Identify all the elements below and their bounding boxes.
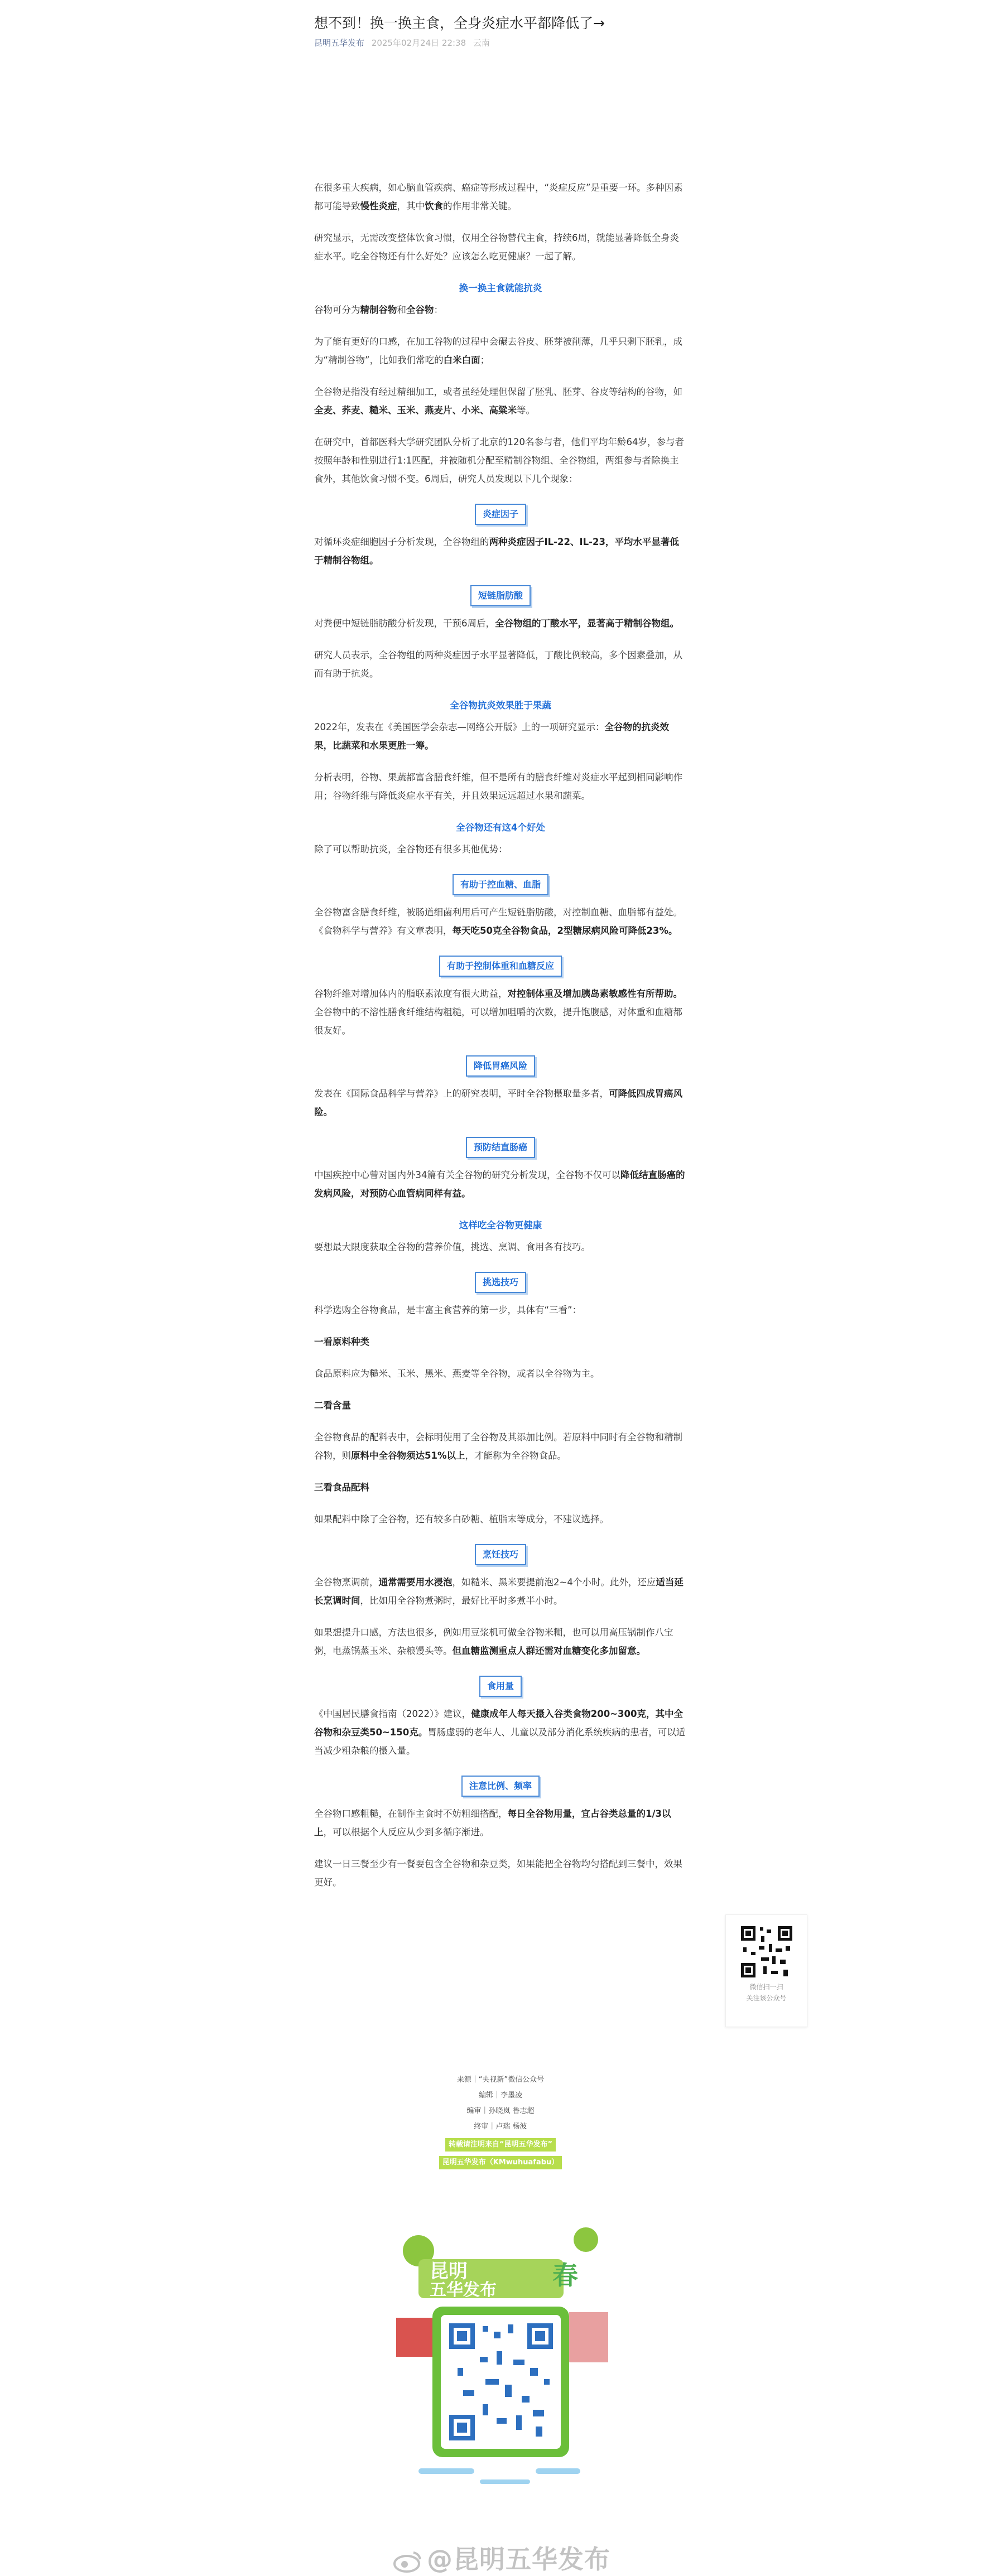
paragraph: 中国疾控中心曾对国内外34篇有关全谷物的研究分析发现，全谷物不仅可以降低结直肠癌的发病风险，对预防心血管病同样有益。 xyxy=(314,1170,685,1199)
qr-card-line2: 关注该公众号 xyxy=(746,1994,787,2002)
publish-location: 云南 xyxy=(473,38,490,48)
qr-poster xyxy=(385,2206,617,2499)
watermark-text: @昆明五华发布 xyxy=(427,2544,610,2574)
paragraph: 全谷物是指没有经过精细加工，或者虽经处理但保留了胚乳、胚芽、谷皮等结构的谷物，如全麦、荞麦、糙米、玉米、燕麦片、小米、高粱米等。 xyxy=(314,387,682,416)
paragraph: 谷物纤维对增加体内的脂联素浓度有很大助益，对控制体重及增加胰岛素敏感性有所帮助。全谷物中的不溶性膳食纤维结构粗糙，可以增加咀嚼的次数，提升饱腹感，对体重和血糖都很友好。 xyxy=(314,988,682,1036)
qr-card-line1: 微信扫一扫 xyxy=(749,1983,783,1991)
paragraph: 发表在《国际食品科学与营养》上的研究表明，平时全谷物摄取量多者，可降低四成胃癌风险。 xyxy=(314,1088,682,1117)
section-heading: 全谷物抗炎效果胜于果蔬 xyxy=(450,700,551,711)
section-heading: 这样吃全谷物更健康 xyxy=(459,1220,542,1231)
paragraph: 如果配料中除了全谷物，还有较多白砂糖、植脂末等成分，不建议选择。 xyxy=(314,1514,609,1525)
paragraph: 食品原料应为糙米、玉米、黑米、燕麦等全谷物，或者以全谷物为主。 xyxy=(314,1368,600,1379)
paragraph: 谷物可分为精制谷物和全谷物： xyxy=(314,305,443,315)
subsection-box: 降低胃癌风险 xyxy=(314,1055,687,1077)
subsection-box: 炎症因子 xyxy=(314,504,687,525)
paragraph: 全谷物食品的配料表中，会标明使用了全谷物及其添加比例。若原料中同时有全谷物和精制谷物，则原料中全谷物须达51%以上，才能称为全谷物食品。 xyxy=(314,1432,682,1461)
subsection-box: 有助于控制体重和血糖反应 xyxy=(314,956,687,977)
account-name-link[interactable]: 昆明五华发布 xyxy=(314,38,365,48)
paragraph: 研究人员表示，全谷物组的两种炎症因子水平显著降低，丁酸比例较高，多个因素叠加，从而有助于抗炎。 xyxy=(314,650,682,679)
reprint-banner: 转载请注明来自“昆明五华发布” xyxy=(445,2138,556,2152)
weibo-watermark xyxy=(393,2539,610,2576)
publish-datetime: 2025年02月24日 22:38 xyxy=(371,38,466,48)
subsection-box: 短链脂肪酸 xyxy=(314,585,687,606)
credit-final: 终审｜卢瑞 杨波 xyxy=(474,2122,527,2131)
paragraph: 2022年，发表在《美国医学会杂志—网络公开版》上的一项研究显示：全谷物的抗炎效果，比蔬菜和水果更胜一筹。 xyxy=(314,722,669,751)
paragraph: 全谷物富含膳食纤维，被肠道细菌利用后可产生短链脂肪酸，对控制血糖、血脂都有益处。《食物科学与营养》有文章表明，每天吃50克全谷物食品，2型糖尿病风险可降低23%。 xyxy=(314,907,682,936)
paragraph: 对循环炎症细胞因子分析发现，全谷物组的两种炎症因子IL-22、IL-23，平均水平显著低于精制谷物组。 xyxy=(314,537,679,566)
paragraph: 《中国居民膳食指南（2022）》建议，健康成年人每天摄入谷类食物200~300克，其中全谷物和杂豆类50~150克。胃肠虚弱的老年人、儿童以及部分消化系统疾病的患者，可以适当减少粗杂粮的摄入量。 xyxy=(314,1709,686,1756)
subsection-box: 有助于控血糖、血脂 xyxy=(314,874,687,895)
follow-qr-card[interactable] xyxy=(725,1914,807,2027)
weibo-logo-icon xyxy=(393,2550,422,2573)
sub-heading: 二看含量 xyxy=(314,1400,351,1411)
paragraph: 对粪便中短链脂肪酸分析发现，干预6周后，全谷物组的丁酸水平，显著高于精制谷物组。 xyxy=(314,618,679,629)
small-qr-code-icon xyxy=(739,1924,795,1980)
sub-heading: 三看食品配料 xyxy=(314,1482,369,1493)
credit-source: 来源｜“央视新”微信公众号 xyxy=(456,2076,545,2084)
paragraph: 全谷物口感粗糙，在制作主食时不妨粗细搭配，每日全谷物用量，宜占谷类总量的1/3以上，可以根据个人反应从少到多循序渐进。 xyxy=(314,1808,671,1837)
section-heading: 换一换主食就能抗炎 xyxy=(459,283,542,293)
subsection-box: 注意比例、频率 xyxy=(314,1776,687,1797)
credit-reviewer: 编审｜孙晓岚 鲁志超 xyxy=(466,2107,535,2115)
paragraph: 研究显示，无需改变整体饮食习惯，仅用全谷物替代主食，持续6周，就能显著降低全身炎症水平。吃全谷物还有什么好处？应该怎么吃更健康？一起了解。 xyxy=(314,233,679,262)
paragraph: 为了能有更好的口感，在加工谷物的过程中会碾去谷皮、胚芽被削薄，几乎只剩下胚乳，成为“精制谷物”，比如我们常吃的白米白面； xyxy=(314,336,682,365)
account-id-banner: 昆明五华发布（KMwuhuafabu） xyxy=(439,2156,562,2169)
poster-spring: 春 xyxy=(552,2261,578,2290)
subsection-box: 烹饪技巧 xyxy=(314,1544,687,1565)
subsection-box: 预防结直肠癌 xyxy=(314,1137,687,1158)
paragraph: 全谷物烹调前，通常需要用水浸泡，如糙米、黑米要提前泡2~4个小时。此外，还应适当延长烹调时间，比如用全谷物煮粥时，最好比平时多煮半小时。 xyxy=(314,1577,684,1606)
paragraph: 如果想提升口感，方法也很多，例如用豆浆机可做全谷物米糊，也可以用高压锅制作八宝粥，电蒸锅蒸玉米、杂粮馒头等。但血糖监测重点人群还需对血糖变化多加留意。 xyxy=(314,1627,673,1656)
sub-heading: 一看原料种类 xyxy=(314,1337,369,1347)
paragraph: 在研究中，首都医科大学研究团队分析了北京的120名参与者，他们平均年龄64岁，参与者按照年龄和性别进行1:1匹配，并被随机分配至精制谷物组、全谷物组，两组参与者除换主食外，其他饮食习惯不变。6周后，研究人员发现以下几个现象： xyxy=(314,437,684,484)
paragraph: 建议一日三餐至少有一餐要包含全谷物和杂豆类，如果能把全谷物均匀搭配到三餐中，效果更好。 xyxy=(314,1859,682,1888)
paragraph: 分析表明，谷物、果蔬都富含膳食纤维，但不是所有的膳食纤维对炎症水平起到相同影响作用；谷物纤维与降低炎症水平有关，并且效果远远超过水果和蔬菜。 xyxy=(314,772,682,801)
poster-title-1: 昆明 xyxy=(430,2261,468,2282)
section-heading: 全谷物还有这4个好处 xyxy=(456,822,545,833)
paragraph: 在很多重大疾病，如心脑血管疾病、癌症等形成过程中，“炎症反应”是重要一环。多种因素都可能导致慢性炎症，其中饮食的作用非常关键。 xyxy=(314,182,683,211)
paragraph: 除了可以帮助抗炎，全谷物还有很多其他优势： xyxy=(314,844,508,855)
poster-title-2: 五华发布 xyxy=(430,2281,497,2299)
subsection-box: 食用量 xyxy=(314,1676,687,1697)
article-title: 想不到！换一换主食，全身炎症水平都降低了→ xyxy=(314,15,605,31)
poster-illustration xyxy=(385,2206,617,2499)
article-body xyxy=(314,179,687,1905)
article-meta xyxy=(314,37,494,49)
subsection-box: 挑选技巧 xyxy=(314,1272,687,1293)
paragraph: 科学选购全谷物食品，是丰富主食营养的第一步，具体有“三看”： xyxy=(314,1305,582,1315)
article-credits xyxy=(314,2072,687,2170)
paragraph: 要想最大限度获取全谷物的营养价值，挑选、烹调、食用各有技巧。 xyxy=(314,1242,590,1252)
credit-editor: 编辑｜李墨凌 xyxy=(478,2091,522,2100)
